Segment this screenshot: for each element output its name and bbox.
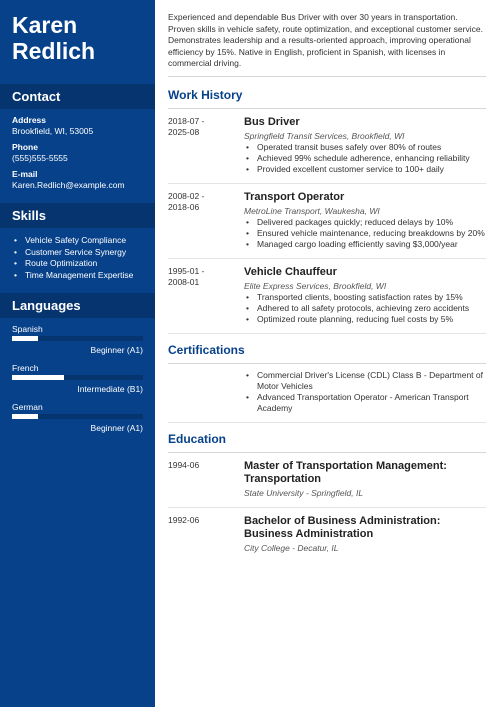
main-content xyxy=(155,0,500,707)
professional-summary: Experienced and dependable Bus Driver with over 30 years in transportation. Proven skills in vehicle safety, route optimization, and exceptional customer service. Demonstrates leadership and a results-oriented approach, improving operational efficiency by 15%. Native in English, proficient in Spanish, with licenses in commercial driving. xyxy=(168,12,486,77)
language-item xyxy=(12,402,143,434)
school-name: State University - Springfield, IL xyxy=(244,487,364,498)
language-level: Beginner (A1) xyxy=(90,345,143,355)
job-bullet: • Achieved 99% schedule adherence, enhancing reliability xyxy=(244,153,486,164)
job-bullet: • Optimized route planning, reducing fuel costs by 5% xyxy=(244,314,486,325)
language-bar-fill xyxy=(12,375,64,380)
work-history-heading: Work History xyxy=(168,87,243,102)
email-value: Karen.Redlich@example.com xyxy=(12,180,125,190)
section-divider xyxy=(168,452,486,453)
education-heading: Education xyxy=(168,431,227,446)
phone-value: (555)555-5555 xyxy=(12,153,68,163)
job-bullet: • Delivered packages quickly; reduced delays by 10% xyxy=(244,217,486,228)
language-name: Spanish xyxy=(12,324,43,334)
job-bullet: • Transported clients, boosting satisfaction rates by 15% xyxy=(244,292,486,303)
job-dates: 2008-02 - 2018-06 xyxy=(168,190,205,212)
job-title: Vehicle Chauffeur xyxy=(244,265,337,278)
job-entry xyxy=(168,116,486,175)
section-divider xyxy=(168,363,486,364)
skills-heading: Skills xyxy=(0,203,155,228)
job-dates: 1995-01 - 2008-01 xyxy=(168,265,205,287)
first-name: Karen xyxy=(12,12,78,38)
language-item xyxy=(12,324,143,356)
language-bar xyxy=(12,336,143,341)
job-bullet: • Adhered to all safety protocols, achieving zero accidents xyxy=(244,303,486,314)
job-employer: Springfield Transit Services, Brookfield, WI xyxy=(244,130,405,141)
sidebar xyxy=(0,0,155,707)
skill-item: • Vehicle Safety Compliance xyxy=(14,235,143,247)
entry-divider xyxy=(168,333,486,334)
education-entry xyxy=(168,515,486,554)
language-bar xyxy=(12,375,143,380)
email-label: E-mail xyxy=(12,169,38,179)
skills-list xyxy=(0,228,155,281)
entry-divider xyxy=(168,507,486,508)
job-entry xyxy=(168,266,486,325)
job-bullet: • Operated transit buses safely over 80% of routes xyxy=(244,142,486,153)
language-name: German xyxy=(12,402,43,412)
job-body xyxy=(244,116,486,175)
entry-divider xyxy=(168,258,486,259)
job-bullets xyxy=(244,217,486,250)
address-value: Brookfield, WI, 53005 xyxy=(12,126,94,136)
address-label: Address xyxy=(12,115,47,125)
skill-item: • Route Optimization xyxy=(14,258,143,270)
certification-list xyxy=(244,370,486,414)
degree-title: Master of Transportation Management: Transportation xyxy=(244,459,447,485)
job-body xyxy=(244,266,486,325)
certifications-section xyxy=(168,370,486,414)
entry-divider xyxy=(168,183,486,184)
job-employer: MetroLine Transport, Waukesha, WI xyxy=(244,205,380,216)
job-bullets xyxy=(244,292,486,325)
education-entry xyxy=(168,460,486,499)
job-title: Transport Operator xyxy=(244,190,345,203)
contact-section xyxy=(0,109,155,191)
job-bullet: • Managed cargo loading efficiently saving $3,000/year xyxy=(244,239,486,250)
job-dates: 2018-07 - 2025-08 xyxy=(168,115,205,137)
entry-divider xyxy=(168,422,486,423)
education-body xyxy=(244,515,486,554)
section-divider xyxy=(168,108,486,109)
job-entry xyxy=(168,191,486,250)
certification-item: • Advanced Transportation Operator - American Transport Academy xyxy=(244,392,486,414)
language-item xyxy=(12,363,143,395)
skill-item: • Time Management Expertise xyxy=(14,270,143,282)
job-bullets xyxy=(244,142,486,175)
education-date: 1994-06 xyxy=(168,459,200,470)
education-date: 1992-06 xyxy=(168,514,200,525)
job-employer: Elite Express Services, Brookfield, WI xyxy=(244,280,387,291)
job-title: Bus Driver xyxy=(244,115,300,128)
degree-title: Bachelor of Business Administration: Business Administration xyxy=(244,514,441,540)
language-bar xyxy=(12,414,143,419)
contact-heading: Contact xyxy=(0,84,155,109)
certification-item: • Commercial Driver's License (CDL) Class B - Department of Motor Vehicles xyxy=(244,370,486,392)
education-body xyxy=(244,460,486,499)
language-level: Intermediate (B1) xyxy=(77,384,143,394)
job-bullet: • Ensured vehicle maintenance, reducing breakdowns by 20% xyxy=(244,228,486,239)
job-body xyxy=(244,191,486,250)
phone-label: Phone xyxy=(12,142,38,152)
school-name: City College - Decatur, IL xyxy=(244,542,339,553)
job-bullet: • Provided excellent customer service to 100+ daily xyxy=(244,164,486,175)
languages-section xyxy=(0,318,155,434)
certifications-heading: Certifications xyxy=(168,342,245,357)
name-block xyxy=(0,0,155,74)
language-bar-fill xyxy=(12,336,38,341)
last-name: Redlich xyxy=(12,38,96,64)
skill-item: • Customer Service Synergy xyxy=(14,247,143,259)
languages-heading: Languages xyxy=(0,293,155,318)
language-name: French xyxy=(12,363,39,373)
language-level: Beginner (A1) xyxy=(90,423,143,433)
language-bar-fill xyxy=(12,414,38,419)
